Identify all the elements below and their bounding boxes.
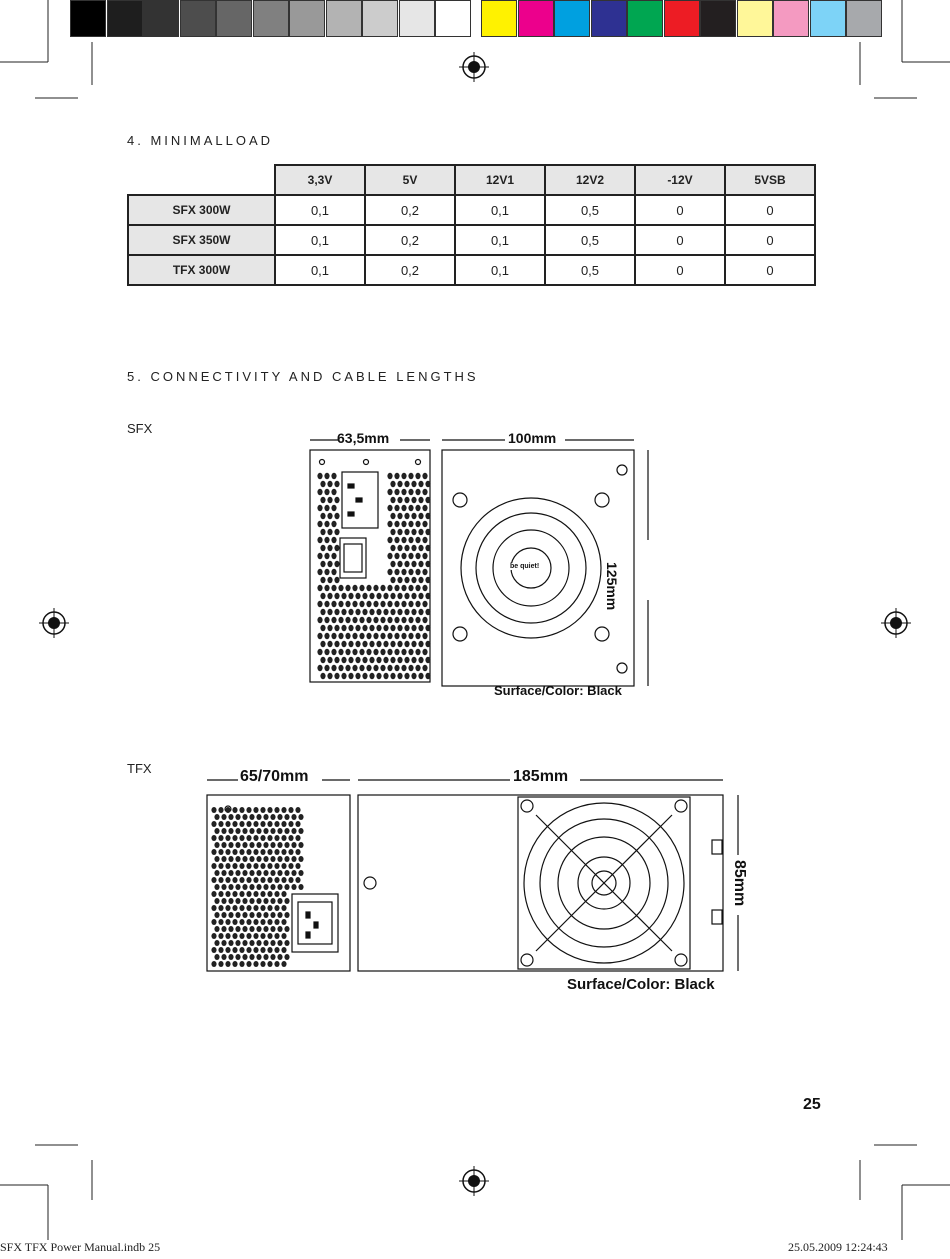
page-number: 25: [803, 1096, 821, 1113]
table-cell: 0,1: [455, 225, 545, 255]
table-header-row: [128, 165, 815, 195]
table-cell: 0,2: [365, 225, 455, 255]
registration-mark-top: [459, 52, 489, 82]
table-cell: 0,2: [365, 255, 455, 285]
column-header: 3,3V: [275, 165, 365, 195]
table-cell: 0: [725, 225, 815, 255]
row-header: SFX 350W: [128, 225, 275, 255]
column-header: 12V1: [455, 165, 545, 195]
tfx-drawing: [200, 770, 750, 978]
table-cell: 0,1: [275, 225, 365, 255]
table-corner: [128, 165, 275, 195]
table-cell: 0,2: [365, 195, 455, 225]
table-cell: 0: [635, 225, 725, 255]
registration-mark-right: [881, 608, 911, 638]
sfx-label: SFX: [127, 421, 153, 436]
column-header: 12V2: [545, 165, 635, 195]
table-row: [128, 195, 815, 225]
section-heading-connectivity: 5. CONNECTIVITY AND CABLE LENGTHS: [127, 369, 479, 384]
registration-mark-bottom: [459, 1166, 489, 1196]
table-cell: 0,1: [455, 255, 545, 285]
table-cell: 0,5: [545, 225, 635, 255]
column-header: -12V: [635, 165, 725, 195]
table-cell: 0: [725, 195, 815, 225]
table-cell: 0,5: [545, 255, 635, 285]
footer-file-info: SFX TFX Power Manual.indb 25: [0, 1240, 161, 1254]
row-header: SFX 300W: [128, 195, 275, 225]
sfx-depth: 125mm: [604, 562, 620, 611]
table-cell: 0,5: [545, 195, 635, 225]
tfx-length: 185mm: [513, 768, 569, 785]
fan-logo: be quiet!: [510, 563, 540, 570]
table-cell: 0,1: [455, 195, 545, 225]
registration-mark-left: [39, 608, 69, 638]
table-cell: 0: [635, 255, 725, 285]
sfx-front-width: 63,5mm: [337, 430, 390, 446]
table-cell: 0: [635, 195, 725, 225]
column-header: 5VSB: [725, 165, 815, 195]
column-header: 5V: [365, 165, 455, 195]
table-cell: 0: [725, 255, 815, 285]
table-row: [128, 255, 815, 285]
tfx-label: TFX: [127, 761, 152, 776]
tfx-front-width: 65/70mm: [240, 768, 309, 785]
table-row: [128, 225, 815, 255]
section-heading-minimalload: 4. MINIMALLOAD: [127, 133, 274, 148]
table-cell: 0,1: [275, 195, 365, 225]
sfx-surface-color: Surface/Color: Black: [494, 683, 622, 698]
tfx-height: 85mm: [731, 860, 748, 907]
row-header: TFX 300W: [128, 255, 275, 285]
sfx-top-width: 100mm: [508, 430, 557, 446]
footer-timestamp: 25.05.2009 12:24:43: [788, 1240, 888, 1254]
tfx-surface-color: Surface/Color: Black: [567, 976, 715, 993]
table-cell: 0,1: [275, 255, 365, 285]
minimal-load-table: [127, 164, 816, 286]
